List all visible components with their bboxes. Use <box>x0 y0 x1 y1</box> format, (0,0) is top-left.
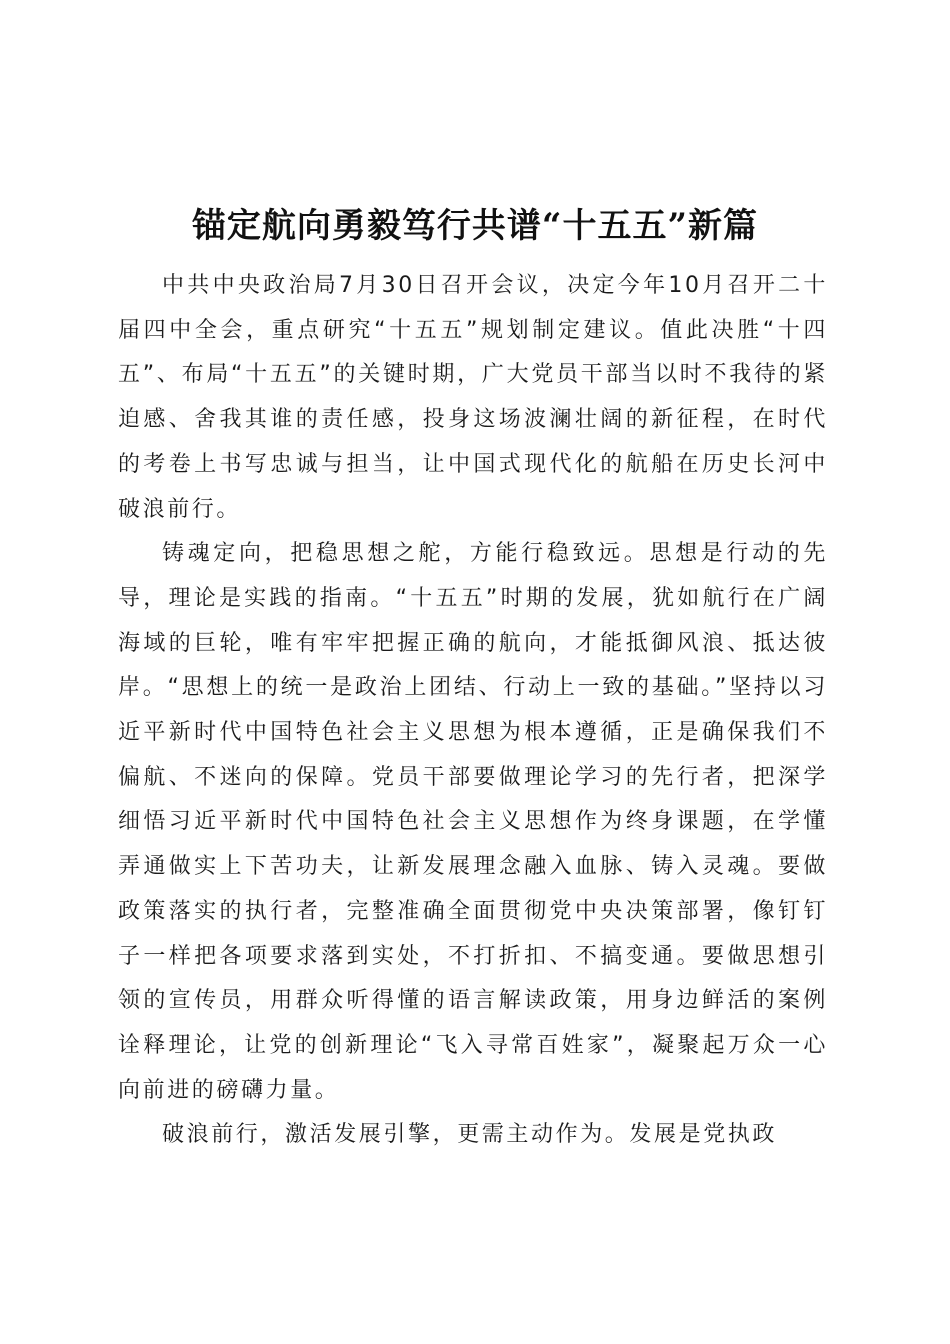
article-body <box>118 264 828 1158</box>
article-title: 锚定航向勇毅笃行共谱“十五五”新篇 <box>191 205 759 246</box>
paragraph-1: 中共中央政治局7月30日召开会议，决定今年10月召开二十届四中全会，重点研究“十五五”规划制定建议。值此决胜“十四五”、布局“十五五”的关键时期，广大党员干部当以时不我待的紧迫感、舍我其谁的责任感，投身这场波澜壮阔的新征程，在时代的考卷上书写忠诚与担当，让中国式现代化的航船在历史长河中破浪前行。 <box>118 273 828 522</box>
paragraph-2: 铸魂定向，把稳思想之舵，方能行稳致远。思想是行动的先导，理论是实践的指南。“十五五”时期的发展，犹如航行在广阔海域的巨轮，唯有牢牢把握正确的航向，才能抵御风浪、抵达彼岸。“思想上的统一是政治上团结、行动上一致的基础。”坚持以习近平新时代中国特色社会主义思想为根本遵循，正是确保我们不偏航、不迷向的保障。党员干部要做理论学习的先行者，把深学细悟习近平新时代中国特色社会主义思想作为终身课题，在学懂弄通做实上下苦功夫，让新发展理念融入血脉、铸入灵魂。要做政策落实的执行者，完整准确全面贯彻党中央决策部署，像钉钉子一样把各项要求落到实处，不打折扣、不搞变通。要做思想引领的宣传员，用群众听得懂的语言解读政策，用身边鲜活的案例诠释理论，让党的创新理论“飞入寻常百姓家”，凝聚起万众一心向前进的磅礴力量。 <box>118 541 828 1103</box>
paragraph-3: 破浪前行，激活发展引擎，更需主动作为。发展是党执政 <box>162 1122 778 1148</box>
